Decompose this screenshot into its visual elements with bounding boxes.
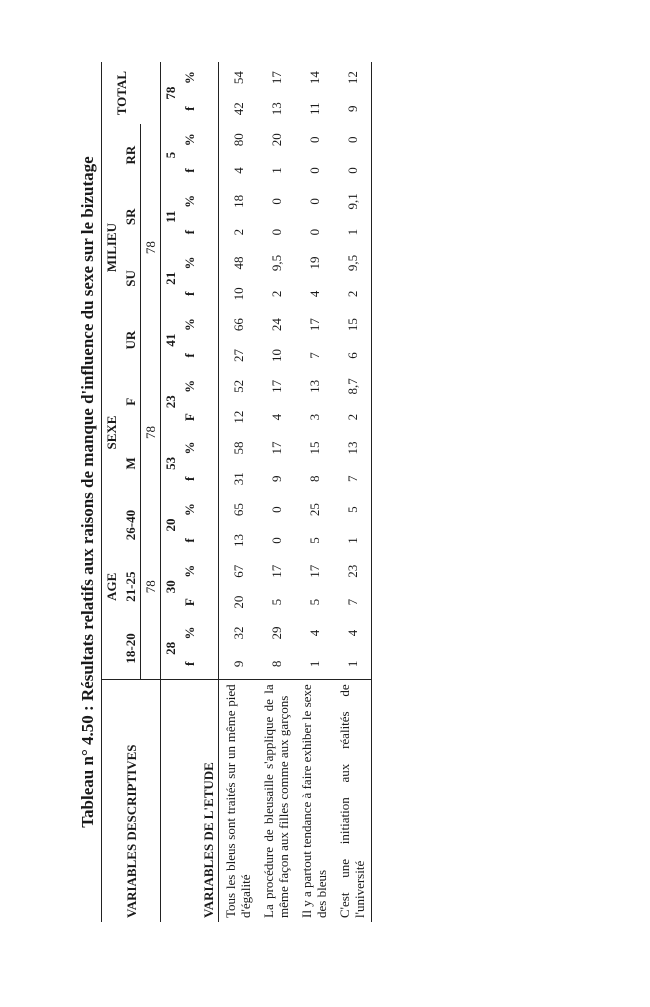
n-total: 78 [161, 62, 181, 124]
col-label: % [182, 626, 197, 640]
cell-value: 15 [333, 309, 372, 340]
col-label: f [182, 168, 197, 173]
cell-value: 17 [268, 564, 284, 578]
etude-label: VARIABLES DE L'ETUDE [199, 680, 219, 922]
cell-value: 4 [306, 290, 322, 298]
cell-value: 9,5 [268, 254, 284, 272]
n-18-20: 28 [161, 618, 181, 680]
cell-value: 13 [268, 102, 284, 116]
cell-value: 17 [268, 379, 284, 393]
cell-value: 0 [306, 228, 322, 236]
cell-value: 42 [230, 102, 246, 116]
col-label: % [182, 318, 197, 332]
cell-value: 54 [230, 71, 246, 85]
cell-value: 9,5 [333, 248, 372, 279]
cell-value: 5 [306, 537, 322, 544]
cell-value: 0 [333, 155, 372, 186]
sexe-total: 78 [143, 426, 158, 440]
cell-value: 65 [230, 503, 246, 517]
cell-value: 23 [333, 556, 372, 587]
table-row [295, 62, 333, 922]
cell-value: 10 [268, 348, 284, 362]
cell-value: 4 [333, 618, 372, 649]
cell-value: 5 [268, 598, 284, 606]
cell-value: 13 [230, 533, 246, 547]
col-label: % [182, 194, 197, 208]
n-f: 23 [161, 371, 181, 433]
cell-value: 11 [306, 102, 322, 116]
sub-26-40: 26-40 [121, 494, 141, 556]
sub-18-20: 18-20 [121, 618, 141, 680]
row-label: La procédure de bleusaille s'applique de la même façon aux filles comme aux garçons [261, 684, 291, 918]
rotated-table-page [75, 62, 365, 922]
cell-value: 48 [230, 256, 246, 270]
cell-value: 0 [306, 136, 322, 143]
cell-value: 2 [333, 402, 372, 433]
cell-value: 24 [268, 318, 284, 332]
cell-value: 17 [268, 441, 284, 455]
col-label: % [182, 256, 197, 270]
cell-value: 19 [306, 256, 322, 270]
cell-value: 1 [333, 648, 372, 679]
col-label: f [182, 106, 197, 111]
table-title: Tableau n° 4.50 : Résultats relatifs aux raisons de manque d'influence du sexe sur le bizutage [78, 156, 97, 828]
cell-value: 6 [333, 340, 372, 371]
col-label: f [180, 648, 199, 679]
col-label: % [182, 441, 197, 455]
group-total: TOTAL [102, 62, 141, 124]
cell-value: 13 [306, 379, 322, 393]
cell-value: 20 [230, 595, 246, 609]
sub-sr: SR [121, 186, 141, 248]
sub-m: M [121, 433, 141, 495]
cell-value: 27 [230, 348, 246, 362]
cell-value: 4 [230, 167, 246, 174]
col-label: F [182, 413, 197, 422]
cell-value: 18 [230, 194, 246, 208]
cell-value: 1 [333, 217, 372, 248]
cell-value: 1 [268, 167, 284, 174]
group-sexe: SEXE [102, 371, 122, 494]
cell-value: 7 [306, 352, 322, 359]
row-label: C'est une initiation aux réalités de l'université [333, 680, 372, 922]
cell-value: 0 [333, 124, 372, 155]
col-label: F [182, 598, 197, 607]
cell-value: 14 [306, 71, 322, 85]
results-table [101, 62, 372, 922]
age-total: 78 [141, 494, 161, 680]
n-21-25: 30 [161, 556, 181, 618]
cell-value: 0 [268, 198, 284, 205]
group-milieu: MILIEU [102, 124, 122, 371]
cell-value: 80 [230, 133, 246, 147]
cell-value: 2 [333, 278, 372, 309]
cell-value: 17 [306, 318, 322, 332]
cell-value: 8 [306, 475, 322, 483]
group-age: AGE [102, 494, 122, 680]
col-label: % [182, 133, 197, 147]
col-label: f [182, 353, 197, 358]
cell-value: 15 [306, 441, 322, 455]
col-label: f [182, 538, 197, 543]
cell-value: 66 [230, 318, 246, 332]
n-rr: 5 [161, 124, 181, 186]
col-label: f [182, 291, 197, 296]
cell-value: 32 [230, 626, 246, 640]
n-ur: 41 [161, 309, 181, 371]
n-m: 53 [161, 433, 181, 495]
row-label: Tous les bleus sont traités sur un même pied d'égalité [223, 684, 253, 918]
col-label: f [182, 230, 197, 235]
n-sr: 11 [161, 186, 181, 248]
col-label: % [182, 71, 197, 85]
cell-value: 0 [306, 198, 322, 205]
cell-value: 0 [268, 537, 284, 544]
cell-value: 9,1 [333, 186, 372, 217]
cell-value: 4 [306, 629, 322, 637]
cell-value: 29 [268, 626, 284, 640]
cell-value: 3 [306, 413, 322, 421]
cell-value: 2 [268, 290, 284, 298]
cell-value: 17 [306, 564, 322, 578]
cell-value: 12 [230, 410, 246, 424]
descriptives-label: VARIABLES DESCRIPTIVES [102, 680, 161, 922]
sub-rr: RR [121, 124, 141, 186]
sub-21-25: 21-25 [121, 556, 141, 618]
cell-value: 31 [230, 472, 246, 486]
sub-su: SU [121, 248, 141, 310]
cell-value: 1 [333, 525, 372, 556]
cell-value: 7 [333, 587, 372, 618]
col-label: % [182, 564, 197, 578]
cell-value: 17 [268, 71, 284, 85]
cell-value: 10 [230, 287, 246, 301]
cell-value: 12 [333, 62, 372, 93]
sub-f: F [121, 371, 141, 433]
cell-value: 58 [230, 441, 246, 455]
cell-value: 8 [257, 648, 295, 679]
col-label: f [182, 476, 197, 481]
cell-value: 8,7 [333, 371, 372, 402]
cell-value: 0 [268, 506, 284, 513]
cell-value: 2 [230, 228, 246, 236]
cell-value: 67 [230, 564, 246, 578]
cell-value: 9 [333, 93, 372, 124]
col-label: % [182, 503, 197, 517]
cell-value: 0 [268, 228, 284, 236]
cell-value: 13 [333, 433, 372, 464]
col-label: % [182, 379, 197, 393]
cell-value: 20 [268, 133, 284, 147]
row-label: Il y a partout tendance à faire exhiber le sexe des bleus [299, 684, 329, 918]
cell-value: 4 [268, 413, 284, 421]
cell-value: 7 [333, 463, 372, 494]
milieu-total: 78 [143, 241, 158, 255]
table-row [257, 62, 295, 922]
cell-value: 9 [268, 475, 284, 483]
cell-value: 1 [295, 648, 333, 679]
cell-value: 9 [219, 648, 258, 679]
cell-value: 25 [306, 503, 322, 517]
cell-value: 0 [306, 167, 322, 174]
cell-value: 52 [230, 379, 246, 393]
cell-value: 5 [333, 494, 372, 525]
n-26-40: 20 [161, 494, 181, 556]
table-row [219, 62, 258, 922]
n-su: 21 [161, 248, 181, 310]
sub-ur: UR [121, 309, 141, 371]
table-row [333, 62, 372, 922]
cell-value: 5 [306, 598, 322, 606]
